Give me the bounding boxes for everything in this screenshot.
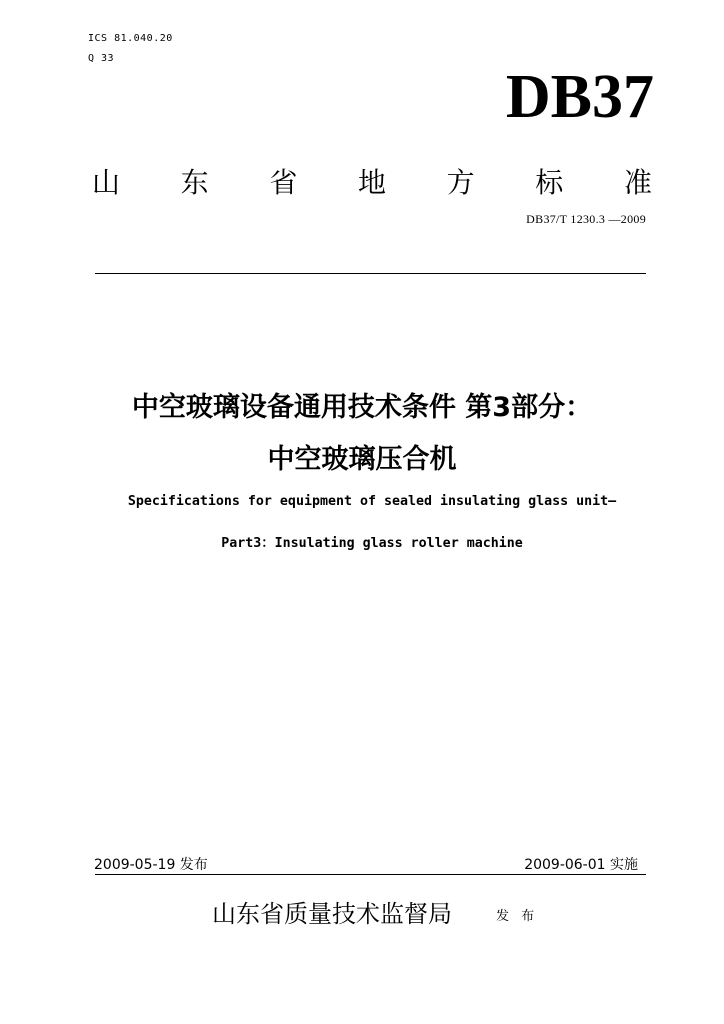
- standard-type-char: 山: [92, 166, 121, 199]
- standard-type-char: 地: [357, 166, 386, 199]
- english-title-line-1: Specifications for equipment of sealed insulating glass unit—: [127, 494, 617, 509]
- standard-number: DB37/T 1230.3 —2009: [526, 212, 646, 226]
- standard-type-char: 省: [269, 166, 298, 199]
- issuing-authority: 山东省质量技术监督局: [212, 900, 452, 928]
- chinese-title-line-2: 中空玻璃压合机: [267, 444, 457, 475]
- standard-type-char: 准: [623, 166, 652, 199]
- chinese-title-line-1: 中空玻璃设备通用技术条件 第3部分：: [131, 392, 593, 423]
- issue-date: 2009-05-19 发布: [94, 857, 208, 873]
- standard-type-char: 标: [535, 166, 564, 199]
- english-title-line-2: Part3：Insulating glass roller machine: [221, 536, 523, 551]
- standard-logo: DB37: [505, 63, 654, 131]
- implementation-date: 2009-06-01 实施: [524, 857, 638, 873]
- top-divider: [95, 273, 646, 274]
- standard-type-heading: [92, 166, 652, 200]
- bottom-divider: [95, 874, 646, 875]
- standard-type-char: 方: [446, 166, 475, 199]
- ics-code: ICS 81.040.20: [88, 33, 173, 44]
- publish-label: 发 布: [496, 909, 539, 924]
- standard-type-char: 东: [180, 166, 209, 199]
- ccs-code: Q 33: [88, 53, 115, 64]
